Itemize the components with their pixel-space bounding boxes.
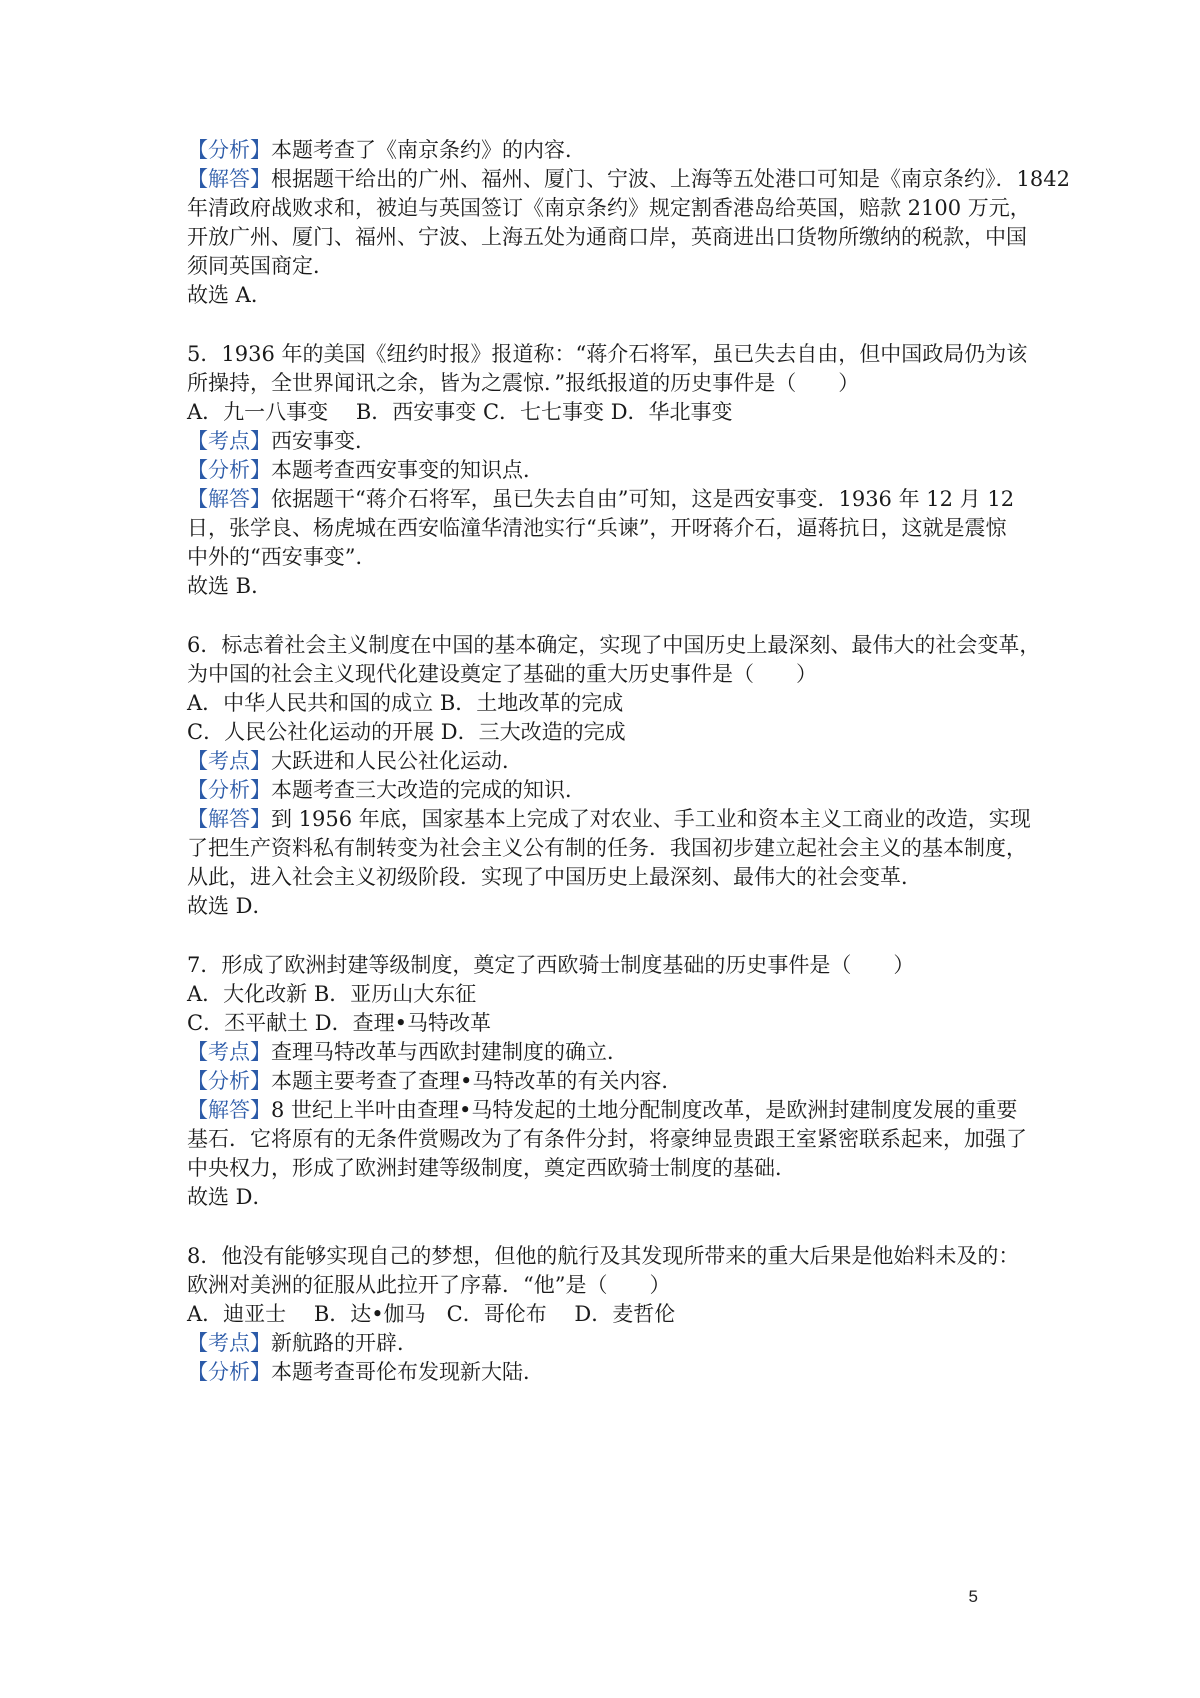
section-tag: 【考点】 (187, 429, 271, 453)
line-text: A．九一八事变 B．西安事变 C．七七事变 D．华北事变 (187, 400, 733, 424)
line-text: 所操持，全世界闻讯之余，皆为之震惊．”报纸报道的历史事件是（ ） (187, 371, 860, 395)
section-tag: 【解答】 (187, 1098, 271, 1122)
line-text: 须同英国商定． (187, 254, 334, 278)
text-line (187, 1066, 682, 1096)
line-text: 故选 D． (187, 894, 274, 918)
page-number: 5 (968, 1587, 978, 1606)
question-7-stem (187, 950, 914, 980)
line-text: 7．形成了欧洲封建等级制度，奠定了西欧骑士制度基础的历史事件是（ ） (187, 953, 915, 977)
section-tag: 【考点】 (187, 749, 271, 773)
text-line (187, 455, 544, 485)
question-6-stem (187, 630, 1040, 660)
text-line (187, 1153, 796, 1183)
section-tag: 【分析】 (187, 1360, 271, 1384)
text-line (187, 1095, 1017, 1125)
text-line (187, 135, 586, 165)
line-text: 故选 A． (187, 283, 272, 307)
line-text: 年清政府战败求和，被迫与英国签订《南京条约》规定割香港岛给英国，赔款 2100 万元， (187, 196, 1031, 220)
line-text: 根据题干给出的广州、福州、厦门、宁波、上海等五处港口可知是《南京条约》．1842 (271, 167, 1070, 191)
section-tag: 【分析】 (187, 138, 271, 162)
line-text: 中央权力，形成了欧洲封建等级制度，奠定西欧骑士制度的基础． (187, 1156, 796, 1180)
section-tag: 【分析】 (187, 458, 271, 482)
question-7-options (187, 979, 476, 1009)
line-text: 从此，进入社会主义初级阶段．实现了中国历史上最深刻、最伟大的社会变革． (187, 865, 922, 889)
text-line (187, 1270, 670, 1300)
line-text: 本题考查西安事变的知识点． (271, 458, 544, 482)
text-line (187, 484, 1014, 514)
line-text: 本题考查了《南京条约》的内容． (271, 138, 586, 162)
line-text: 大跃进和人民公社化运动． (271, 749, 523, 773)
answer-line (187, 571, 272, 601)
line-text: 8．他没有能够实现自己的梦想，但他的航行及其发现所带来的重大后果是他始料未及的： (187, 1244, 1020, 1268)
line-text: 西安事变． (271, 429, 376, 453)
question-8-options (187, 1299, 675, 1329)
answer-line (187, 891, 274, 921)
line-text: 故选 B． (187, 574, 273, 598)
line-text: C．丕平献土 D．查理•马特改革 (187, 1011, 491, 1035)
text-line (187, 222, 1027, 252)
line-text: 查理马特改革与西欧封建制度的确立． (271, 1040, 628, 1064)
text-line (187, 1037, 628, 1067)
section-tag: 【考点】 (187, 1331, 271, 1355)
text-line (187, 862, 922, 892)
line-text: 日，张学良、杨虎城在西安临潼华清池实行“兵谏”，开呀蒋介石，逼蒋抗日，这就是震惊 (187, 516, 1007, 540)
section-tag: 【分析】 (187, 778, 271, 802)
answer-line (187, 1182, 274, 1212)
line-text: 了把生产资料私有制转变为社会主义公有制的任务．我国初步建立起社会主义的基本制度， (187, 836, 1027, 860)
answer-line (187, 280, 272, 310)
line-text: 8 世纪上半叶由查理•马特发起的土地分配制度改革，是欧洲封建制度发展的重要 (271, 1098, 1018, 1122)
line-text: 本题考查哥伦布发现新大陆． (271, 1360, 544, 1384)
question-6-options (187, 717, 626, 747)
question-6-options (187, 688, 623, 718)
line-text: 中外的“西安事变”． (187, 545, 377, 569)
text-line (187, 193, 1031, 223)
section-tag: 【考点】 (187, 1040, 271, 1064)
line-text: 欧洲对美洲的征服从此拉开了序幕．“他”是（ ） (187, 1273, 671, 1297)
text-line (187, 251, 334, 281)
text-line (187, 368, 859, 398)
section-tag: 【分析】 (187, 1069, 271, 1093)
text-line (187, 659, 817, 689)
line-text: 本题考查三大改造的完成的知识． (271, 778, 586, 802)
text-line (187, 833, 1027, 863)
line-text: A．迪亚士 B．达•伽马 C．哥伦布 D．麦哲伦 (187, 1302, 676, 1326)
text-line (187, 1124, 1027, 1154)
line-text: A．中华人民共和国的成立 B．土地改革的完成 (187, 691, 624, 715)
text-line (187, 746, 523, 776)
section-tag: 【解答】 (187, 167, 271, 191)
question-5-stem (187, 339, 1027, 369)
line-text: 开放广州、厦门、福州、宁波、上海五处为通商口岸，英商进出口货物所缴纳的税款，中国 (187, 225, 1027, 249)
question-5-options (187, 397, 733, 427)
text-line (187, 804, 1031, 834)
line-text: 基石．它将原有的无条件赏赐改为了有条件分封，将豪绅显贵跟王室紧密联系起来，加强了 (187, 1127, 1027, 1151)
text-line (187, 1357, 544, 1387)
line-text: 6．标志着社会主义制度在中国的基本确定，实现了中国历史上最深刻、最伟大的社会变革， (187, 633, 1041, 657)
line-text: 到 1956 年底，国家基本上完成了对农业、手工业和资本主义工商业的改造，实现 (271, 807, 1031, 831)
line-text: 新航路的开辟． (271, 1331, 418, 1355)
question-7-options (187, 1008, 491, 1038)
line-text: C．人民公社化运动的开展 D．三大改造的完成 (187, 720, 626, 744)
question-8-stem (187, 1241, 1019, 1271)
text-line (187, 513, 1006, 543)
text-line (187, 542, 376, 572)
line-text: 为中国的社会主义现代化建设奠定了基础的重大历史事件是（ ） (187, 662, 817, 686)
line-text: 依据题干“蒋介石将军，虽已失去自由”可知，这是西安事变．1936 年 12 月 12 (271, 487, 1015, 511)
text-line (187, 775, 586, 805)
text-line (187, 1328, 418, 1358)
text-line (187, 426, 376, 456)
text-line (187, 164, 1070, 194)
line-text: 本题主要考查了查理•马特改革的有关内容． (271, 1069, 683, 1093)
line-text: A．大化改新 B．亚历山大东征 (187, 982, 477, 1006)
line-text: 故选 D． (187, 1185, 274, 1209)
line-text: 5．1936 年的美国《纽约时报》报道称：“蒋介石将军，虽已失去自由，但中国政局仍为该 (187, 342, 1028, 366)
section-tag: 【解答】 (187, 807, 271, 831)
section-tag: 【解答】 (187, 487, 271, 511)
